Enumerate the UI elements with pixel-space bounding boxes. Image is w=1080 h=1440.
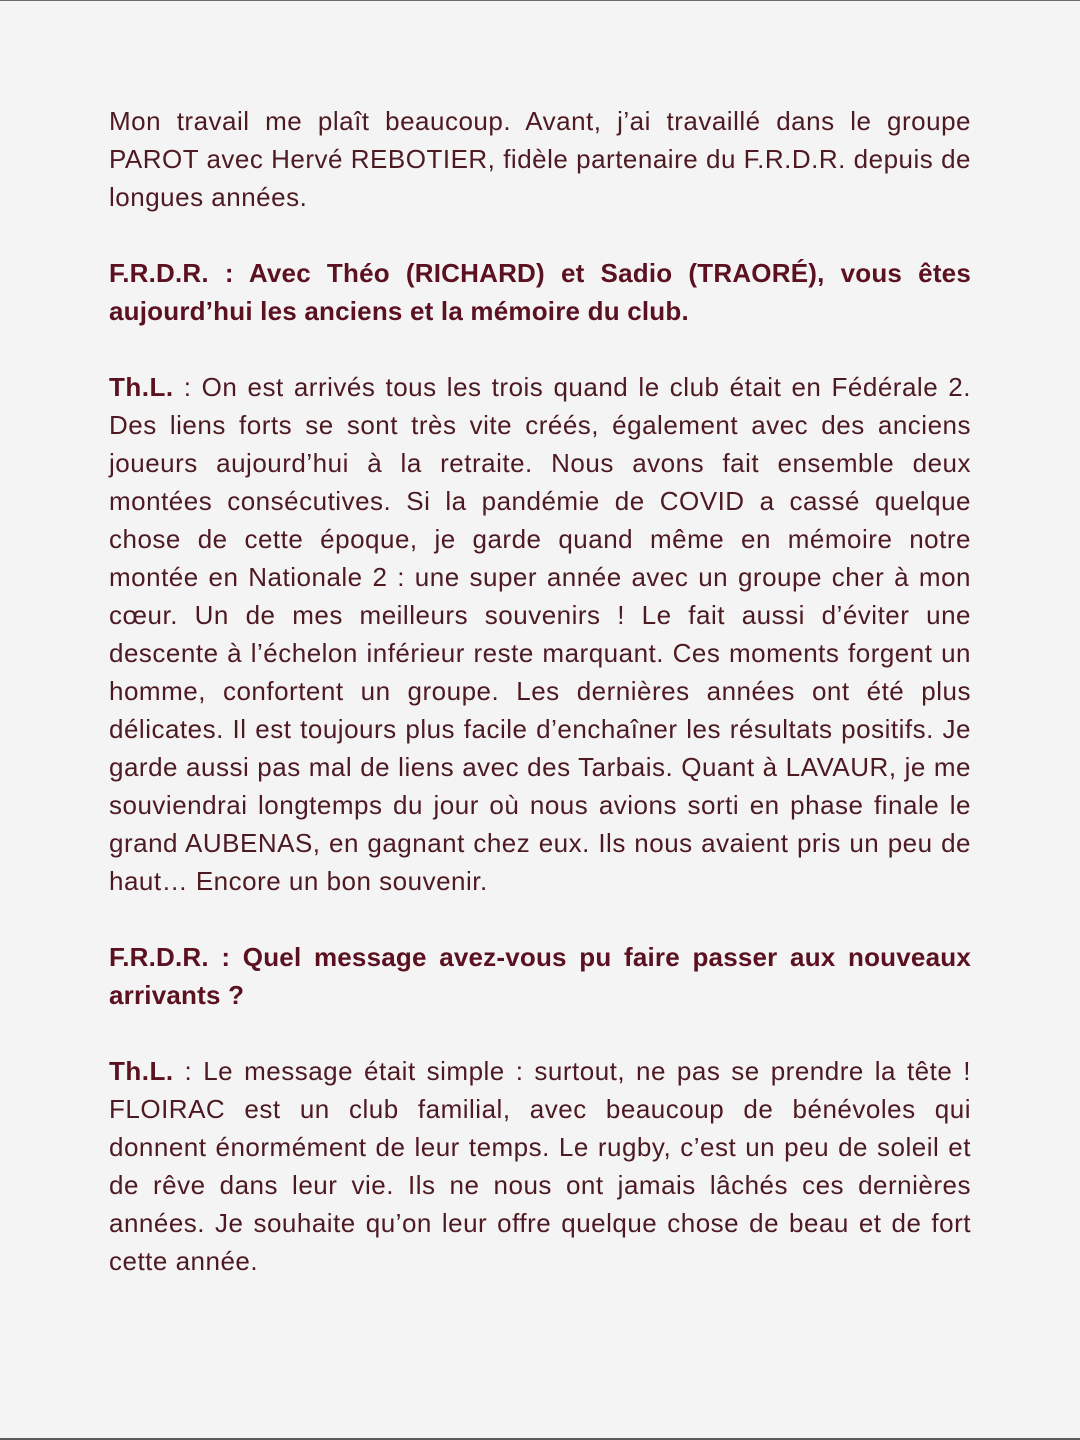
answer-1 xyxy=(109,368,971,900)
question-2 xyxy=(109,938,971,1014)
speaker-separator: : xyxy=(173,372,202,402)
answer-text: On est arrivés tous les trois quand le club était en Fédérale 2. Des liens forts se sont très vite créés, également avec des anciens joueurs aujourd’hui à la retraite. Nous avons fait ensemble deux montées consécutives. Si la pandémie de COVID a cassé quelque chose de cette époque, je garde quand même en mémoire notre montée en Nationale 2 : une super année avec un groupe cher à mon cœur. Un de mes meilleurs souvenirs ! Le fait aussi d’éviter une descente à l’échelon inférieur reste marquant. Ces moments forgent un homme, confortent un groupe. Les dernières années ont été plus délicates. Il est toujours plus facile d’enchaîner les résultats positifs. Je garde aussi pas mal de liens avec des Tarbais. Quant à LAVAUR, je me souviendrai longtemps du jour où nous avions sorti en phase finale le grand AUBENAS, en gagnant chez eux. Ils nous avaient pris un peu de haut… Encore un bon souvenir. xyxy=(109,372,971,896)
paragraph-text: Mon travail me plaît beaucoup. Avant, j’ai travaillé dans le groupe PAROT avec Hervé REBOTIER, fidèle partenaire du F.R.D.R. depuis de longues années. xyxy=(109,106,971,212)
question-text: F.R.D.R. : Quel message avez-vous pu faire passer aux nouveaux arrivants ? xyxy=(109,942,971,1010)
paragraph-intro xyxy=(109,102,971,216)
speaker-label: Th.L. xyxy=(109,1056,174,1086)
answer-text: Le message était simple : surtout, ne pas se prendre la tête ! FLOIRAC est un club familial, avec beaucoup de bénévoles qui donnent énormément de leur temps. Le rugby, c’est un peu de soleil et de rêve dans leur vie. Ils ne nous ont jamais lâchés ces dernières années. Je souhaite qu’on leur offre quelque chose de beau et de fort cette année. xyxy=(109,1056,971,1276)
speaker-separator: : xyxy=(173,1056,204,1086)
answer-2 xyxy=(109,1052,971,1280)
question-text: F.R.D.R. : Avec Théo (RICHARD) et Sadio (TRAORÉ), vous êtes aujourd’hui les anciens et la mémoire du club. xyxy=(109,258,971,326)
speaker-label: Th.L. xyxy=(109,372,174,402)
article-body xyxy=(109,102,971,1318)
question-1 xyxy=(109,254,971,330)
